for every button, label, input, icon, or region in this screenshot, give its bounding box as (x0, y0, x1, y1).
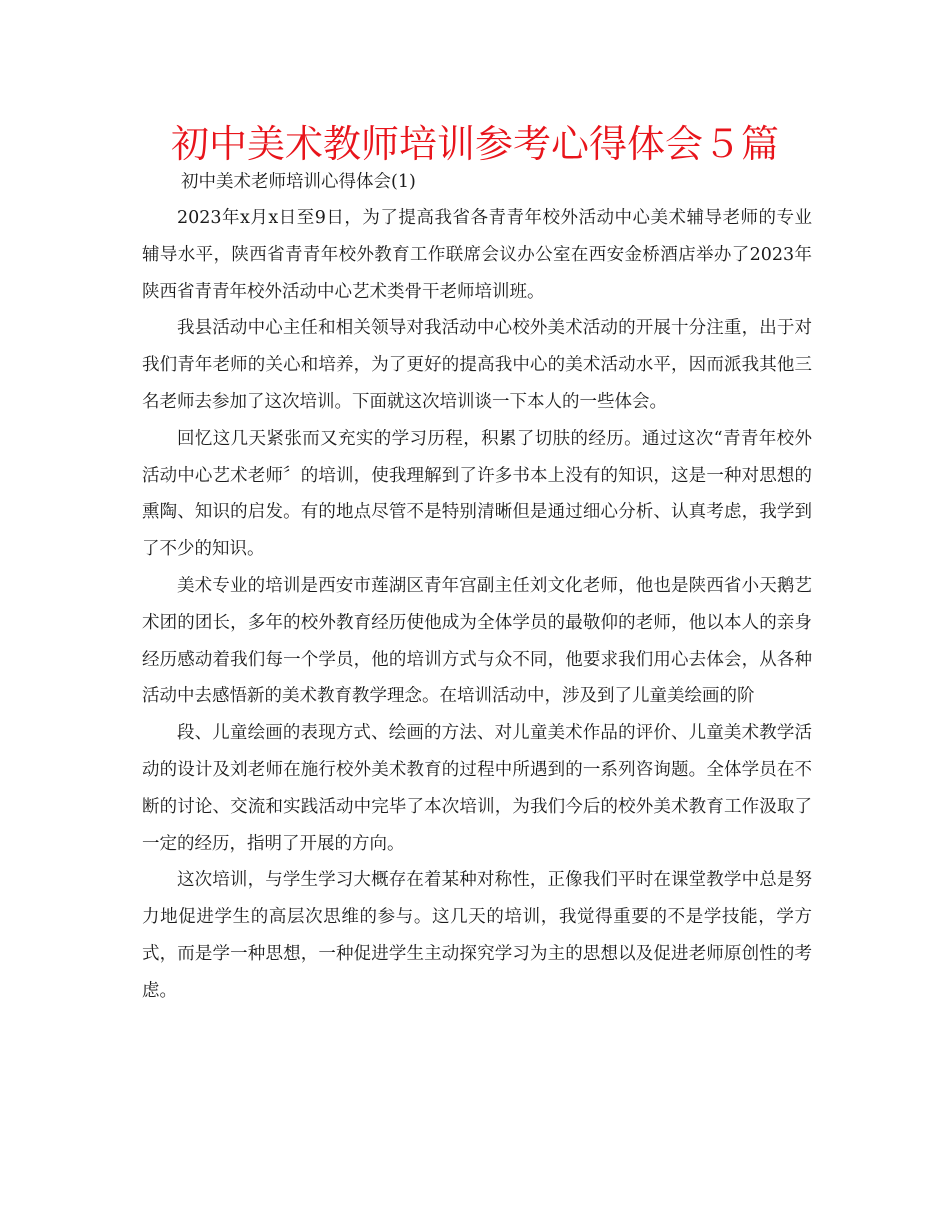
document-subtitle: 初中美术老师培训心得体会(1) (181, 172, 416, 192)
document-title: 初中美术教师培训参考心得体会５篇 (170, 122, 779, 166)
paragraph-1: 2023年x月x日至9日，为了提高我省各青青年校外活动中心美术辅导老师的专业辅导水平，陕西省青青年校外教育工作联席会议办公室在西安金桥酒店举办了2023年陕西省青青年校外活动中心艺术类骨干老师培训班。 (142, 208, 812, 302)
paragraph-3: 回忆这几天紧张而又充实的学习历程，积累了切肤的经历。通过这次“青青年校外活动中心艺术老师〞的培训，使我理解到了许多书本上没有的知识，这是一种对思想的熏陶、知识的启发。有的地点尽管不是特别清晰但是通过细心分析、认真考虑，我学到了不少的知识。 (142, 428, 812, 560)
document-body (142, 200, 812, 1010)
paragraph-2: 我县活动中心主任和相关领导对我活动中心校外美术活动的开展十分注重，出于对我们青年老师的关心和培养，为了更好的提高我中心的美术活动水平，因而派我其他三名老师去参加了这次培训。下面就这次培训谈一下本人的一些体会。 (142, 318, 812, 412)
paragraph-5: 段、儿童绘画的表现方式、绘画的方法、对儿童美术作品的评价、儿童美术教学活动的设计及刘老师在施行校外美术教育的过程中所遇到的一系列咨询题。全体学员在不断的讨论、交流和实践活动中完毕了本次培训，为我们今后的校外美术教育工作汲取了一定的经历，指明了开展的方向。 (142, 723, 812, 854)
paragraph-6: 这次培训，与学生学习大概存在着某种对称性，正像我们平时在课堂教学中总是努力地促进学生的高层次思维的参与。这几天的培训，我觉得重要的不是学技能，学方式，而是学一种思想，一种促进学生主动探究学习为主的思想以及促进老师原创性的考虑。 (142, 870, 812, 1001)
paragraph-4: 美术专业的培训是西安市莲湖区青年宫副主任刘文化老师，他也是陕西省小天鹅艺术团的团长，多年的校外教育经历使他成为全体学员的最敬仰的老师，他以本人的亲身经历感动着我们每一个学员，他的培训方式与众不同，他要求我们用心去体会，从各种活动中去感悟新的美术教育教学理念。在培训活动中，涉及到了儿童美绘画的阶 (142, 575, 812, 707)
